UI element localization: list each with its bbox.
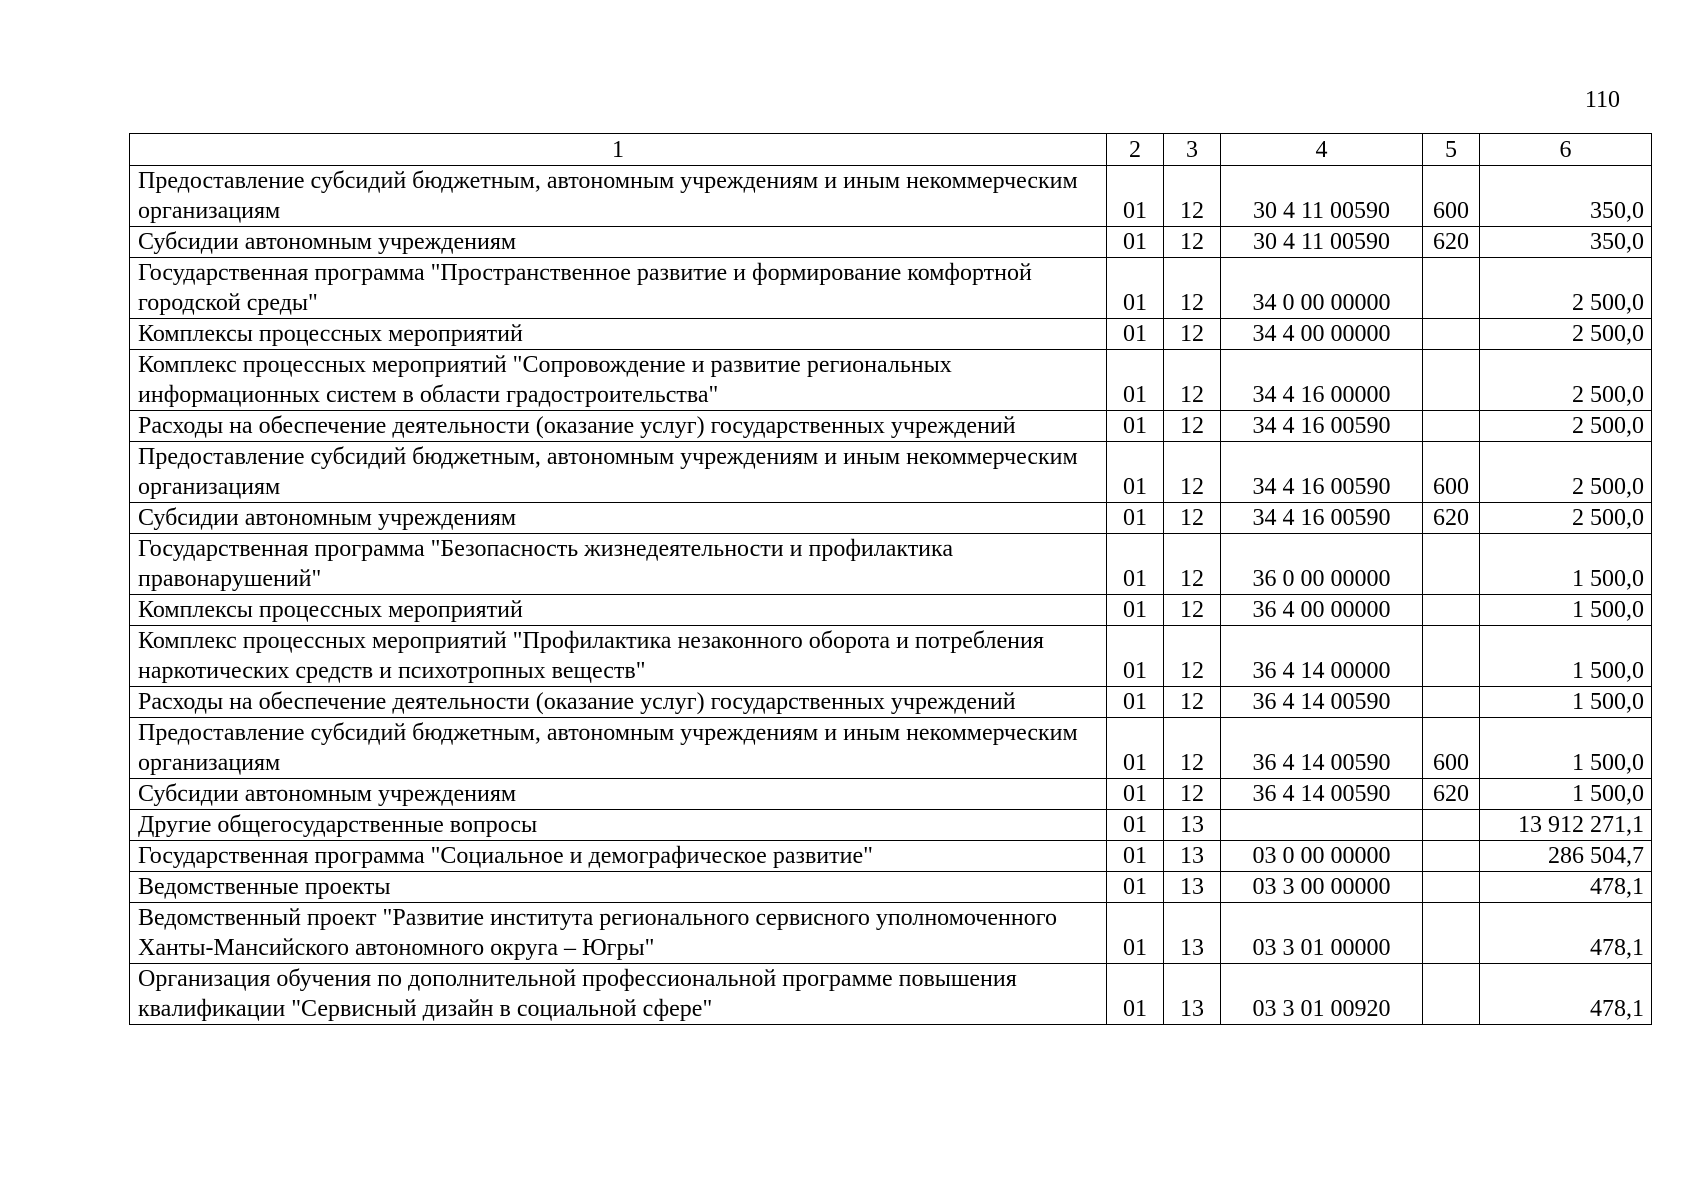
row-expense-type-cell xyxy=(1423,534,1480,595)
table-row xyxy=(130,166,1652,227)
row-expense-type-cell xyxy=(1423,626,1480,687)
table-row xyxy=(130,411,1652,442)
row-subsection-cell: 13 xyxy=(1164,841,1221,872)
row-target-article-cell: 36 4 14 00000 xyxy=(1221,626,1423,687)
row-target-article-cell: 03 3 00 00000 xyxy=(1221,872,1423,903)
row-amount-cell: 350,0 xyxy=(1480,227,1652,258)
row-name-cell: Ведомственные проекты xyxy=(130,872,1107,903)
row-subsection-cell: 12 xyxy=(1164,626,1221,687)
row-subsection-cell: 12 xyxy=(1164,718,1221,779)
row-amount-cell: 1 500,0 xyxy=(1480,534,1652,595)
row-amount-cell: 478,1 xyxy=(1480,872,1652,903)
row-amount-cell: 1 500,0 xyxy=(1480,779,1652,810)
row-section-cell: 01 xyxy=(1107,411,1164,442)
row-name-cell: Предоставление субсидий бюджетным, автономным учреждениям и иным некоммерческим организациям xyxy=(130,718,1107,779)
row-amount-cell: 1 500,0 xyxy=(1480,626,1652,687)
row-section-cell: 01 xyxy=(1107,718,1164,779)
row-amount-cell: 2 500,0 xyxy=(1480,442,1652,503)
row-expense-type-cell: 600 xyxy=(1423,442,1480,503)
header-col-1: 1 xyxy=(130,134,1107,166)
row-name-cell: Предоставление субсидий бюджетным, автономным учреждениям и иным некоммерческим организациям xyxy=(130,442,1107,503)
row-expense-type-cell: 600 xyxy=(1423,718,1480,779)
row-section-cell: 01 xyxy=(1107,166,1164,227)
row-section-cell: 01 xyxy=(1107,872,1164,903)
row-name-cell: Субсидии автономным учреждениям xyxy=(130,227,1107,258)
row-amount-cell: 1 500,0 xyxy=(1480,718,1652,779)
row-expense-type-cell xyxy=(1423,903,1480,964)
row-subsection-cell: 12 xyxy=(1164,411,1221,442)
row-target-article-cell: 36 0 00 00000 xyxy=(1221,534,1423,595)
row-name-cell: Государственная программа "Социальное и демографическое развитие" xyxy=(130,841,1107,872)
row-target-article-cell: 34 4 16 00590 xyxy=(1221,411,1423,442)
header-col-3: 3 xyxy=(1164,134,1221,166)
table-row xyxy=(130,964,1652,1025)
row-expense-type-cell xyxy=(1423,595,1480,626)
row-section-cell: 01 xyxy=(1107,258,1164,319)
table-header-row xyxy=(130,134,1652,166)
row-name-cell: Комплекс процессных мероприятий "Профилактика незаконного оборота и потребления наркотических средств и психотропных веществ" xyxy=(130,626,1107,687)
row-section-cell: 01 xyxy=(1107,903,1164,964)
row-target-article-cell: 36 4 00 00000 xyxy=(1221,595,1423,626)
row-subsection-cell: 12 xyxy=(1164,779,1221,810)
row-name-cell: Государственная программа "Пространственное развитие и формирование комфортной городской среды" xyxy=(130,258,1107,319)
row-subsection-cell: 12 xyxy=(1164,166,1221,227)
row-target-article-cell xyxy=(1221,810,1423,841)
row-expense-type-cell xyxy=(1423,411,1480,442)
header-col-2: 2 xyxy=(1107,134,1164,166)
row-expense-type-cell: 600 xyxy=(1423,166,1480,227)
table-row xyxy=(130,534,1652,595)
row-name-cell: Комплексы процессных мероприятий xyxy=(130,319,1107,350)
row-amount-cell: 2 500,0 xyxy=(1480,411,1652,442)
row-name-cell: Расходы на обеспечение деятельности (оказание услуг) государственных учреждений xyxy=(130,411,1107,442)
row-target-article-cell: 03 3 01 00920 xyxy=(1221,964,1423,1025)
row-section-cell: 01 xyxy=(1107,319,1164,350)
row-name-cell: Другие общегосударственные вопросы xyxy=(130,810,1107,841)
table-row xyxy=(130,258,1652,319)
row-name-cell: Субсидии автономным учреждениям xyxy=(130,503,1107,534)
table-row xyxy=(130,687,1652,718)
row-amount-cell: 286 504,7 xyxy=(1480,841,1652,872)
row-target-article-cell: 36 4 14 00590 xyxy=(1221,718,1423,779)
table-row xyxy=(130,718,1652,779)
row-subsection-cell: 12 xyxy=(1164,350,1221,411)
table-body xyxy=(130,134,1652,1025)
row-name-cell: Государственная программа "Безопасность жизнедеятельности и профилактика правонарушений" xyxy=(130,534,1107,595)
row-subsection-cell: 12 xyxy=(1164,687,1221,718)
table-row xyxy=(130,319,1652,350)
row-target-article-cell: 36 4 14 00590 xyxy=(1221,687,1423,718)
row-expense-type-cell xyxy=(1423,964,1480,1025)
table-row xyxy=(130,779,1652,810)
row-amount-cell: 478,1 xyxy=(1480,964,1652,1025)
row-subsection-cell: 12 xyxy=(1164,503,1221,534)
row-subsection-cell: 12 xyxy=(1164,258,1221,319)
row-amount-cell: 350,0 xyxy=(1480,166,1652,227)
row-target-article-cell: 30 4 11 00590 xyxy=(1221,166,1423,227)
row-target-article-cell: 34 0 00 00000 xyxy=(1221,258,1423,319)
row-subsection-cell: 12 xyxy=(1164,442,1221,503)
header-col-4: 4 xyxy=(1221,134,1423,166)
row-target-article-cell: 30 4 11 00590 xyxy=(1221,227,1423,258)
table-row xyxy=(130,595,1652,626)
row-expense-type-cell xyxy=(1423,258,1480,319)
header-col-5: 5 xyxy=(1423,134,1480,166)
row-name-cell: Комплексы процессных мероприятий xyxy=(130,595,1107,626)
row-section-cell: 01 xyxy=(1107,626,1164,687)
row-subsection-cell: 12 xyxy=(1164,227,1221,258)
row-target-article-cell: 03 3 01 00000 xyxy=(1221,903,1423,964)
row-expense-type-cell xyxy=(1423,810,1480,841)
table-row xyxy=(130,227,1652,258)
row-name-cell: Предоставление субсидий бюджетным, автономным учреждениям и иным некоммерческим организациям xyxy=(130,166,1107,227)
table-row xyxy=(130,841,1652,872)
row-expense-type-cell: 620 xyxy=(1423,227,1480,258)
row-expense-type-cell xyxy=(1423,319,1480,350)
row-section-cell: 01 xyxy=(1107,687,1164,718)
table-row xyxy=(130,810,1652,841)
row-subsection-cell: 13 xyxy=(1164,810,1221,841)
row-section-cell: 01 xyxy=(1107,841,1164,872)
row-expense-type-cell xyxy=(1423,872,1480,903)
row-expense-type-cell: 620 xyxy=(1423,503,1480,534)
table-row xyxy=(130,626,1652,687)
row-amount-cell: 1 500,0 xyxy=(1480,687,1652,718)
row-expense-type-cell xyxy=(1423,350,1480,411)
header-col-6: 6 xyxy=(1480,134,1652,166)
row-subsection-cell: 13 xyxy=(1164,964,1221,1025)
row-subsection-cell: 12 xyxy=(1164,319,1221,350)
row-subsection-cell: 13 xyxy=(1164,903,1221,964)
row-section-cell: 01 xyxy=(1107,595,1164,626)
row-subsection-cell: 12 xyxy=(1164,534,1221,595)
row-name-cell: Организация обучения по дополнительной профессиональной программе повышения квалификации "Сервисный дизайн в социальной сфере" xyxy=(130,964,1107,1025)
row-subsection-cell: 12 xyxy=(1164,595,1221,626)
row-target-article-cell: 34 4 16 00590 xyxy=(1221,503,1423,534)
row-section-cell: 01 xyxy=(1107,503,1164,534)
row-target-article-cell: 34 4 16 00000 xyxy=(1221,350,1423,411)
row-amount-cell: 2 500,0 xyxy=(1480,350,1652,411)
budget-table xyxy=(129,133,1652,1025)
row-section-cell: 01 xyxy=(1107,442,1164,503)
row-amount-cell: 2 500,0 xyxy=(1480,319,1652,350)
row-expense-type-cell xyxy=(1423,841,1480,872)
row-amount-cell: 2 500,0 xyxy=(1480,503,1652,534)
row-expense-type-cell xyxy=(1423,687,1480,718)
row-name-cell: Расходы на обеспечение деятельности (оказание услуг) государственных учреждений xyxy=(130,687,1107,718)
row-section-cell: 01 xyxy=(1107,534,1164,595)
table-row xyxy=(130,903,1652,964)
row-section-cell: 01 xyxy=(1107,350,1164,411)
row-name-cell: Комплекс процессных мероприятий "Сопровождение и развитие региональных информационных систем в области градостроительства" xyxy=(130,350,1107,411)
row-section-cell: 01 xyxy=(1107,964,1164,1025)
row-amount-cell: 13 912 271,1 xyxy=(1480,810,1652,841)
table-row xyxy=(130,872,1652,903)
row-subsection-cell: 13 xyxy=(1164,872,1221,903)
row-section-cell: 01 xyxy=(1107,227,1164,258)
table-row xyxy=(130,503,1652,534)
table-row xyxy=(130,442,1652,503)
row-target-article-cell: 36 4 14 00590 xyxy=(1221,779,1423,810)
row-target-article-cell: 03 0 00 00000 xyxy=(1221,841,1423,872)
row-name-cell: Ведомственный проект "Развитие института регионального сервисного уполномоченного Ханты-Мансийского автономного округа – Югры" xyxy=(130,903,1107,964)
row-target-article-cell: 34 4 16 00590 xyxy=(1221,442,1423,503)
row-amount-cell: 2 500,0 xyxy=(1480,258,1652,319)
row-name-cell: Субсидии автономным учреждениям xyxy=(130,779,1107,810)
row-section-cell: 01 xyxy=(1107,779,1164,810)
table-row xyxy=(130,350,1652,411)
row-section-cell: 01 xyxy=(1107,810,1164,841)
row-expense-type-cell: 620 xyxy=(1423,779,1480,810)
row-target-article-cell: 34 4 00 00000 xyxy=(1221,319,1423,350)
row-amount-cell: 1 500,0 xyxy=(1480,595,1652,626)
page-number: 110 xyxy=(1584,87,1620,113)
row-amount-cell: 478,1 xyxy=(1480,903,1652,964)
